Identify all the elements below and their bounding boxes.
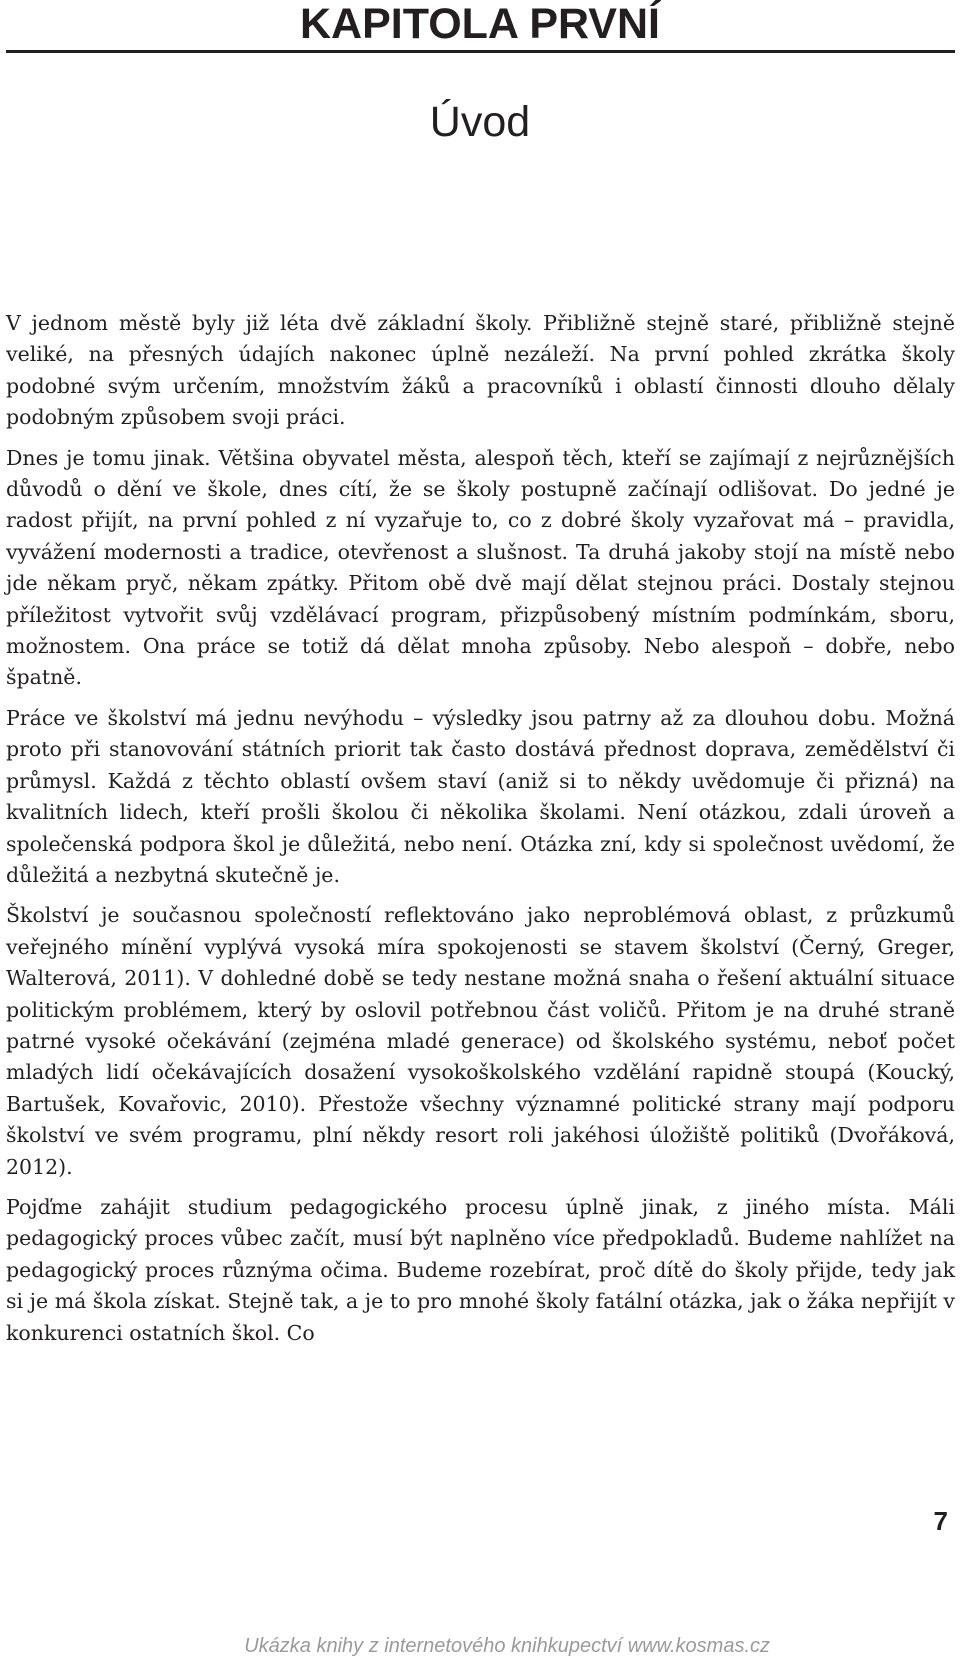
paragraph: Práce ve školství má jednu nevýhodu – výsledky jsou patrny až za dlouhou dobu. Možná proto při stanovování státních priorit tak často dostává přednost doprava, zemědělství či průmysl. Každá z těchto oblastí ovšem staví (aniž si to někdy uvědomuje či přizná) na kvalitních lidech, kteří prošli školou či několika školami. Není otázkou, zdali úroveň a společenská podpora škol je důležitá, nebo není. Otázka zní, kdy si společnost uvědomí, že důležitá a nezbytná skutečně je. [6, 705, 955, 887]
page-number: 7 [933, 1506, 948, 1536]
heading-rule [6, 50, 955, 53]
paragraph: V jednom městě byly již léta dvě základní školy. Přibližně stejně staré, přibližně stejně veliké, na přesných údajích nakonec úplně nezáleží. Na první pohled zkrátka školy podobné svým určením, množstvím žáků a pracovníků i oblastí činnosti dlouho dělaly podobným způsobem svoji práci. [6, 311, 955, 430]
paragraph: Dnes je tomu jinak. Většina obyvatel města, alespoň těch, kteří se zajímají z nejrůznějších důvodů o dění ve škole, dnes cítí, že se školy postupně začínají odlišovat. Do jedné je radost přijít, na první pohled z ní vyzařuje to, co z dobré školy vyzařovat má – pravidla, vyvážení modernosti a tradice, otevřenost a slušnost. Ta druhá jakoby stojí na místě nebo jde někam pryč, někam zpátky. Přitom obě dvě mají dělat stejnou práci. Dostaly stejnou příležitost vytvořit svůj vzdělávací program, přizpůsobený místním podmínkám, sboru, možnostem. Ona práce se totiž dá dělat mnoha způsoby. Nebo alespoň – dobře, nebo špatně. [6, 445, 955, 690]
paragraph: Pojďme zahájit studium pedagogického procesu úplně jinak, z jiného místa. Máli pedagogický proces vůbec začít, musí být naplněno více předpokladů. Budeme nahlížet na pedagogický proces různýma očima. Budeme rozebírat, proč dítě do školy přijde, tedy jak si je má škola získat. Stejně tak, a je to pro mnohé školy fatální otázka, jak o žáka nepřijít v konkurenci ostatních škol. Co [6, 1194, 955, 1345]
body-text [6, 308, 955, 1358]
watermark: Ukázka knihy z internetového knihkupectví www.kosmas.cz [244, 1635, 770, 1657]
chapter-title: Úvod [429, 98, 531, 146]
chapter-label: KAPITOLA PRVNÍ [300, 0, 660, 48]
paragraph: Školství je současnou společností reflektováno jako neproblémová oblast, z průzkumů veřejného mínění vyplývá vysoká míra spokojenosti se stavem školství (Černý, Greger, Walterová, 2011). V dohledné době se tedy nestane možná snaha o řešení aktuální situace politickým problémem, který by oslovil potřebnou část voličů. Přitom je na druhé straně patrné vysoké očekávání (zejména mladé generace) od školského systému, neboť počet mladých lidí očekávajících dosažení vysokoškolského vzdělání rapidně stoupá (Koucký, Bartušek, Kovařovic, 2010). Přestože všechny významné politické strany mají podporu školství ve svém programu, plní někdy resort roli jakéhosi úložiště politiků (Dvořáková, 2012). [6, 903, 955, 1179]
